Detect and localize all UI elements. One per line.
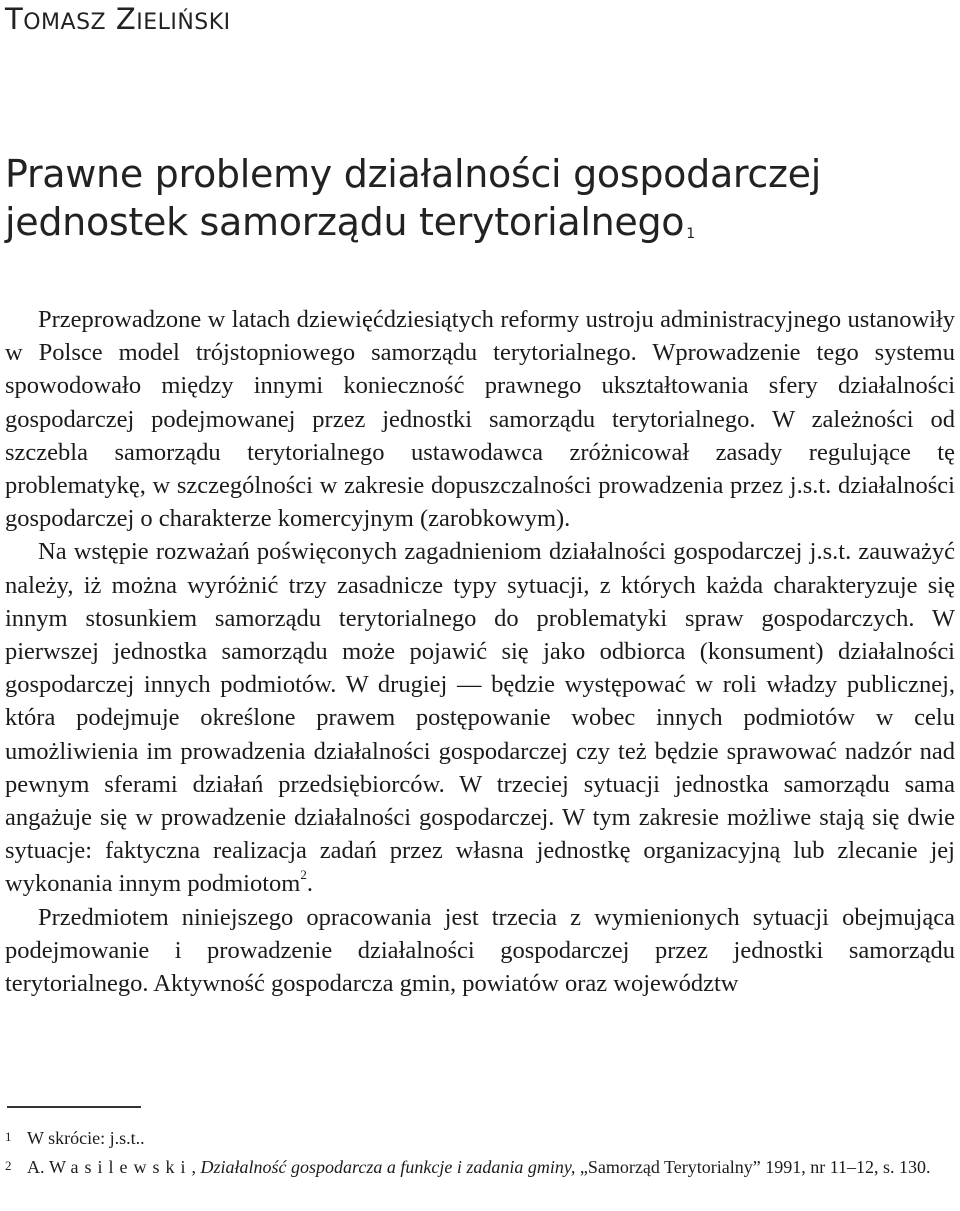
- footnote-2-title: Działalność gospodarcza a funkcje i zadania gminy,: [200, 1157, 576, 1177]
- author-last-initial: Z: [115, 2, 137, 36]
- footnote-2-number: 2: [5, 1158, 12, 1173]
- footnote-2-rest: „Samorząd Terytorialny” 1991, nr 11–12, s. 130.: [579, 1157, 931, 1177]
- title-footnote-ref: 1: [686, 226, 695, 242]
- footnote-2-author-initial: A.: [27, 1157, 45, 1177]
- footnote-1: [5, 1124, 955, 1153]
- footnote-2: [5, 1153, 955, 1182]
- paragraph-2-end: .: [306, 870, 313, 898]
- paragraph-2: [5, 535, 955, 900]
- footnote-2-separator: ,: [191, 1157, 197, 1177]
- paragraph-1: [5, 303, 955, 535]
- footnote-1-number: 1: [5, 1129, 12, 1144]
- title-line-1: Prawne problemy działalności gospodarczej: [5, 152, 822, 196]
- footnote-2-author-surname: Wasilewski: [49, 1157, 192, 1177]
- paragraph-3: [5, 901, 955, 1001]
- author-last-rest: IELIŃSKI: [136, 10, 231, 35]
- paragraph-3-text: Przedmiotem niniejszego opracowania jest trzecia z wymienionych sytuacji obejmująca podejmowanie i prowadzenie działalności gospodarczej przez jednostki samorządu terytorialnego. Aktywność gospodarcza gmin, powiatów oraz województw: [5, 903, 955, 998]
- article-body: [5, 303, 955, 1000]
- author-first-initial: T: [5, 2, 24, 36]
- footnote-1-text: W skrócie: j.s.t..: [27, 1128, 145, 1148]
- article-title: [5, 150, 821, 246]
- footnote-divider: [7, 1106, 141, 1108]
- paragraph-2-text: Na wstępie rozważań poświęconych zagadnieniom działalności gospodarczej j.s.t. zauważyć należy, iż można wyróżnić trzy zasadnicze typy sytuacji, z których każda charakteryzuje się innym stosunkiem samorządu terytorialnego do problematyki spraw gospodarczych. W pierwszej jednostka samorządu może pojawić się jako odbiorca (konsument) działalności gospodarczej innych podmiotów. W drugiej — będzie występować w roli władzy publicznej, która podejmuje określone prawem postępowanie wobec innych podmiotów w celu umożliwienia im prowadzenia działalności gospodarczej czy też będzie sprawować nadzór nad pewnym sferami działań przedsiębiorców. W trzeciej sytuacji jednostka samorządu sama angażuje się w prowadzenie działalności gospodarczej. W tym zakresie możliwe stają się dwie sytuacje: faktyczna realizacja zadań przez własna jednostkę organizacyjną lub zlecanie jej wykonania innym podmiotom: [5, 538, 955, 898]
- author-name: [5, 2, 231, 36]
- author-first-rest: OMASZ: [23, 10, 107, 35]
- paragraph-1-text: Przeprowadzone w latach dziewięćdziesiątych reformy ustroju administracyjnego ustanowiły w Polsce model trójstopniowego samorządu terytorialnego. Wprowadzenie tego systemu spowodowało między innymi konieczność prawnego ukształtowania sfery działalności gospodarczej podejmowanej przez jednostki samorządu terytorialnego. W zależności od szczebla samorządu terytorialnego ustawodawca zróżnicował zasady regulujące tę problematykę, w szczególności w zakresie dopuszczalności prowadzenia przez j.s.t. działalności gospodarczej o charakterze komercyjnym (zarobkowym).: [5, 306, 955, 533]
- footnote-ref-2: 2: [300, 867, 307, 883]
- footnotes: [5, 1124, 955, 1182]
- title-line-2: jednostek samorządu terytorialnego: [5, 200, 685, 244]
